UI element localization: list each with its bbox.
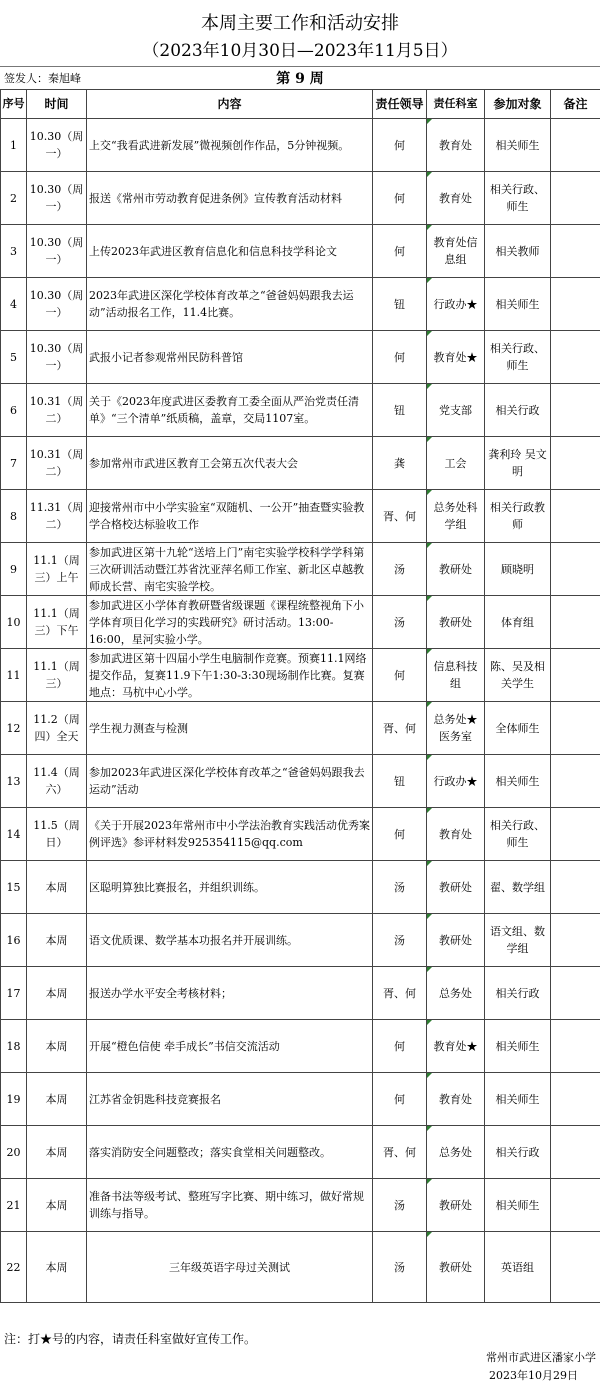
row-number: 15 xyxy=(1,861,27,914)
table-row xyxy=(1,808,600,861)
row-leader: 何 xyxy=(373,808,427,861)
row-remark xyxy=(551,914,600,967)
row-participants: 体育组 xyxy=(485,596,551,649)
row-participants: 相关行政、师生 xyxy=(485,172,551,225)
row-number: 20 xyxy=(1,1126,27,1179)
table-row xyxy=(1,1179,600,1232)
row-participants: 陈、吴及相关学生 xyxy=(485,649,551,702)
row-time: 本周 xyxy=(27,861,87,914)
row-number: 21 xyxy=(1,1179,27,1232)
row-content: 准备书法等级考试、整班写字比赛、期中练习，做好常规训练与指导。 xyxy=(87,1179,373,1232)
row-content: 迎接常州市中小学实验室“双随机、一公开”抽查暨实验教学合格校达标验收工作 xyxy=(87,490,373,543)
school-name: 常州市武进区潘家小学 xyxy=(486,1351,596,1364)
row-participants: 相关师生 xyxy=(485,119,551,172)
row-content: 参加武进区第十九轮“送培上门”南宅实验学校科学学科第三次研训活动暨江苏省沈亚萍名师工作室、新北区卓越教师成长营、南宅实验学校。 xyxy=(87,543,373,596)
row-remark xyxy=(551,1020,600,1073)
row-number: 2 xyxy=(1,172,27,225)
row-leader: 胥、何 xyxy=(373,702,427,755)
table-row xyxy=(1,914,600,967)
row-remark xyxy=(551,119,600,172)
row-dept: 总务处科学组 xyxy=(427,490,485,543)
row-content: 三年级英语字母过关测试 xyxy=(87,1232,373,1303)
row-number: 12 xyxy=(1,702,27,755)
row-content: 开展“橙色信使 牵手成长”书信交流活动 xyxy=(87,1020,373,1073)
row-content: 落实消防安全问题整改；落实食堂相关问题整改。 xyxy=(87,1126,373,1179)
row-remark xyxy=(551,861,600,914)
row-content: 参加武进区小学体育教研暨省级课题《课程统整视角下小学体育项目化学习的实践研究》研讨活动。13:00-16:00，星河实验小学。 xyxy=(87,596,373,649)
row-number: 10 xyxy=(1,596,27,649)
row-participants: 相关行政、师生 xyxy=(485,331,551,384)
row-remark xyxy=(551,755,600,808)
row-dept: 行政办★ xyxy=(427,278,485,331)
row-participants: 相关教师 xyxy=(485,225,551,278)
row-content: 区聪明算独比赛报名，并组织训练。 xyxy=(87,861,373,914)
row-dept: 教研处 xyxy=(427,596,485,649)
col-header-participants: 参加对象 xyxy=(485,90,551,119)
row-dept: 教研处 xyxy=(427,861,485,914)
schedule-table xyxy=(0,89,600,1303)
row-dept: 教育处 xyxy=(427,808,485,861)
row-leader: 何 xyxy=(373,331,427,384)
row-time: 本周 xyxy=(27,1232,87,1303)
signer: 签发人：秦旭峰 xyxy=(4,72,81,85)
row-leader: 何 xyxy=(373,649,427,702)
row-number: 13 xyxy=(1,755,27,808)
row-dept: 教研处 xyxy=(427,543,485,596)
row-time: 11.5（周日） xyxy=(27,808,87,861)
table-row xyxy=(1,172,600,225)
row-participants: 语文组、数学组 xyxy=(485,914,551,967)
row-content: 江苏省金钥匙科技竞赛报名 xyxy=(87,1073,373,1126)
row-number: 11 xyxy=(1,649,27,702)
col-header-time: 时间 xyxy=(27,90,87,119)
row-content: 上交“我看武进新发展”微视频创作作品，5分钟视频。 xyxy=(87,119,373,172)
row-time: 11.1（周三）上午 xyxy=(27,543,87,596)
table-row xyxy=(1,490,600,543)
row-number: 16 xyxy=(1,914,27,967)
row-dept: 教研处 xyxy=(427,914,485,967)
row-number: 17 xyxy=(1,967,27,1020)
row-time: 本周 xyxy=(27,967,87,1020)
table-row xyxy=(1,861,600,914)
col-header-leader: 责任领导 xyxy=(373,90,427,119)
row-leader: 钮 xyxy=(373,384,427,437)
row-participants: 相关师生 xyxy=(485,1073,551,1126)
row-time: 10.31（周二） xyxy=(27,384,87,437)
row-content: 2023年武进区深化学校体育改革之“爸爸妈妈跟我去运动”活动报名工作，11.4比赛。 xyxy=(87,278,373,331)
row-leader: 何 xyxy=(373,172,427,225)
row-dept: 教育处 xyxy=(427,172,485,225)
table-row xyxy=(1,437,600,490)
row-participants: 顾晓明 xyxy=(485,543,551,596)
row-participants: 相关行政 xyxy=(485,1126,551,1179)
row-remark xyxy=(551,702,600,755)
row-leader: 胥、何 xyxy=(373,1126,427,1179)
row-time: 本周 xyxy=(27,914,87,967)
row-remark xyxy=(551,1126,600,1179)
table-row xyxy=(1,755,600,808)
row-time: 本周 xyxy=(27,1179,87,1232)
row-number: 19 xyxy=(1,1073,27,1126)
table-row xyxy=(1,1020,600,1073)
row-dept: 教育处★ xyxy=(427,1020,485,1073)
row-participants: 全体师生 xyxy=(485,702,551,755)
row-dept: 教育处信息组 xyxy=(427,225,485,278)
row-participants: 相关行政、师生 xyxy=(485,808,551,861)
row-number: 3 xyxy=(1,225,27,278)
table-row xyxy=(1,1232,600,1303)
table-row xyxy=(1,702,600,755)
row-remark xyxy=(551,1179,600,1232)
row-participants: 龚利玲 吴文明 xyxy=(485,437,551,490)
row-content: 上传2023年武进区教育信息化和信息科技学科论文 xyxy=(87,225,373,278)
row-leader: 胥、何 xyxy=(373,490,427,543)
row-participants: 相关师生 xyxy=(485,755,551,808)
row-leader: 汤 xyxy=(373,861,427,914)
row-participants: 相关行政 xyxy=(485,384,551,437)
row-content: 报送《常州市劳动教育促进条例》宣传教育活动材料 xyxy=(87,172,373,225)
row-time: 10.31（周二） xyxy=(27,437,87,490)
row-content: 参加常州市武进区教育工会第五次代表大会 xyxy=(87,437,373,490)
table-row xyxy=(1,1073,600,1126)
row-leader: 钮 xyxy=(373,755,427,808)
row-dept: 行政办★ xyxy=(427,755,485,808)
col-header-content: 内容 xyxy=(87,90,373,119)
row-content: 武报小记者参观常州民防科普馆 xyxy=(87,331,373,384)
date-range: （2023年10月30日—2023年11月5日） xyxy=(142,41,458,61)
row-remark xyxy=(551,1073,600,1126)
row-dept: 教育处★ xyxy=(427,331,485,384)
row-number: 4 xyxy=(1,278,27,331)
row-remark xyxy=(551,490,600,543)
row-time: 本周 xyxy=(27,1126,87,1179)
row-number: 18 xyxy=(1,1020,27,1073)
row-leader: 龚 xyxy=(373,437,427,490)
row-dept: 总务处 xyxy=(427,967,485,1020)
row-content: 《关于开展2023年常州市中小学法治教育实践活动优秀案例评选》参评材料发925354115@qq.com xyxy=(87,808,373,861)
row-dept: 教育处 xyxy=(427,1073,485,1126)
row-content: 参加2023年武进区深化学校体育改革之“爸爸妈妈跟我去运动”活动 xyxy=(87,755,373,808)
row-dept: 总务处★医务室 xyxy=(427,702,485,755)
row-participants: 相关师生 xyxy=(485,1179,551,1232)
col-header-dept: 责任科室 xyxy=(427,90,485,119)
row-number: 7 xyxy=(1,437,27,490)
table-row xyxy=(1,119,600,172)
row-participants: 相关行政教师 xyxy=(485,490,551,543)
row-remark xyxy=(551,596,600,649)
row-content: 参加武进区第十四届小学生电脑制作竞赛。预赛11.1网络提交作品，复赛11.9下午1:30-3:30现场制作比赛。复赛地点：马杭中心小学。 xyxy=(87,649,373,702)
row-remark xyxy=(551,278,600,331)
row-dept: 教研处 xyxy=(427,1179,485,1232)
row-leader: 何 xyxy=(373,1020,427,1073)
row-leader: 汤 xyxy=(373,543,427,596)
row-content: 语文优质课、数学基本功报名并开展训练。 xyxy=(87,914,373,967)
table-row xyxy=(1,543,600,596)
row-remark xyxy=(551,649,600,702)
row-participants: 相关师生 xyxy=(485,278,551,331)
row-number: 9 xyxy=(1,543,27,596)
row-time: 10.30（周一） xyxy=(27,225,87,278)
table-row xyxy=(1,278,600,331)
row-leader: 何 xyxy=(373,225,427,278)
table-row xyxy=(1,1126,600,1179)
page-title: 本周主要工作和活动安排 xyxy=(201,13,399,34)
issue-date: 2023年10月29日 xyxy=(489,1369,578,1382)
row-leader: 汤 xyxy=(373,1232,427,1303)
row-remark xyxy=(551,225,600,278)
table-row xyxy=(1,649,600,702)
row-time: 11.1（周三） xyxy=(27,649,87,702)
row-number: 14 xyxy=(1,808,27,861)
title-block xyxy=(0,0,600,67)
row-remark xyxy=(551,331,600,384)
week-label: 第 9 周 xyxy=(276,71,324,87)
row-dept: 总务处 xyxy=(427,1126,485,1179)
row-participants: 翟、数学组 xyxy=(485,861,551,914)
row-participants: 相关行政 xyxy=(485,967,551,1020)
row-number: 8 xyxy=(1,490,27,543)
table-row xyxy=(1,596,600,649)
row-time: 10.30（周一） xyxy=(27,278,87,331)
row-remark xyxy=(551,437,600,490)
row-time: 10.30（周一） xyxy=(27,119,87,172)
row-remark xyxy=(551,808,600,861)
row-leader: 胥、何 xyxy=(373,967,427,1020)
table-header-row xyxy=(1,90,600,119)
row-time: 本周 xyxy=(27,1073,87,1126)
row-remark xyxy=(551,172,600,225)
row-leader: 汤 xyxy=(373,1179,427,1232)
row-content: 学生视力测查与检测 xyxy=(87,702,373,755)
row-leader: 汤 xyxy=(373,914,427,967)
row-time: 本周 xyxy=(27,1020,87,1073)
col-header-no: 序号 xyxy=(1,90,27,119)
row-participants: 相关师生 xyxy=(485,1020,551,1073)
row-time: 11.2（周四）全天 xyxy=(27,702,87,755)
row-leader: 钮 xyxy=(373,278,427,331)
col-header-remark: 备注 xyxy=(551,90,600,119)
row-number: 22 xyxy=(1,1232,27,1303)
footer-note: 注：打★号的内容，请责任科室做好宣传工作。 xyxy=(4,1332,257,1346)
row-time: 11.1（周三）下午 xyxy=(27,596,87,649)
row-number: 5 xyxy=(1,331,27,384)
row-content: 关于《2023年度武进区委教育工委全面从严治党责任清单》“三个清单”纸质稿，盖章，交局1107室。 xyxy=(87,384,373,437)
row-leader: 何 xyxy=(373,119,427,172)
row-time: 11.4（周六） xyxy=(27,755,87,808)
table-row xyxy=(1,384,600,437)
row-remark xyxy=(551,384,600,437)
row-dept: 教育处 xyxy=(427,119,485,172)
row-content: 报送办学水平安全考核材料； xyxy=(87,967,373,1020)
row-dept: 党支部 xyxy=(427,384,485,437)
row-participants: 英语组 xyxy=(485,1232,551,1303)
row-leader: 何 xyxy=(373,1073,427,1126)
table-row xyxy=(1,967,600,1020)
row-remark xyxy=(551,543,600,596)
row-time: 10.30（周一） xyxy=(27,331,87,384)
row-time: 11.31（周二） xyxy=(27,490,87,543)
row-dept: 教研处 xyxy=(427,1232,485,1303)
row-dept: 信息科技组 xyxy=(427,649,485,702)
row-remark xyxy=(551,1232,600,1303)
row-leader: 汤 xyxy=(373,596,427,649)
row-dept: 工会 xyxy=(427,437,485,490)
row-time: 10.30（周一） xyxy=(27,172,87,225)
row-remark xyxy=(551,967,600,1020)
row-number: 1 xyxy=(1,119,27,172)
table-row xyxy=(1,331,600,384)
table-row xyxy=(1,225,600,278)
row-number: 6 xyxy=(1,384,27,437)
